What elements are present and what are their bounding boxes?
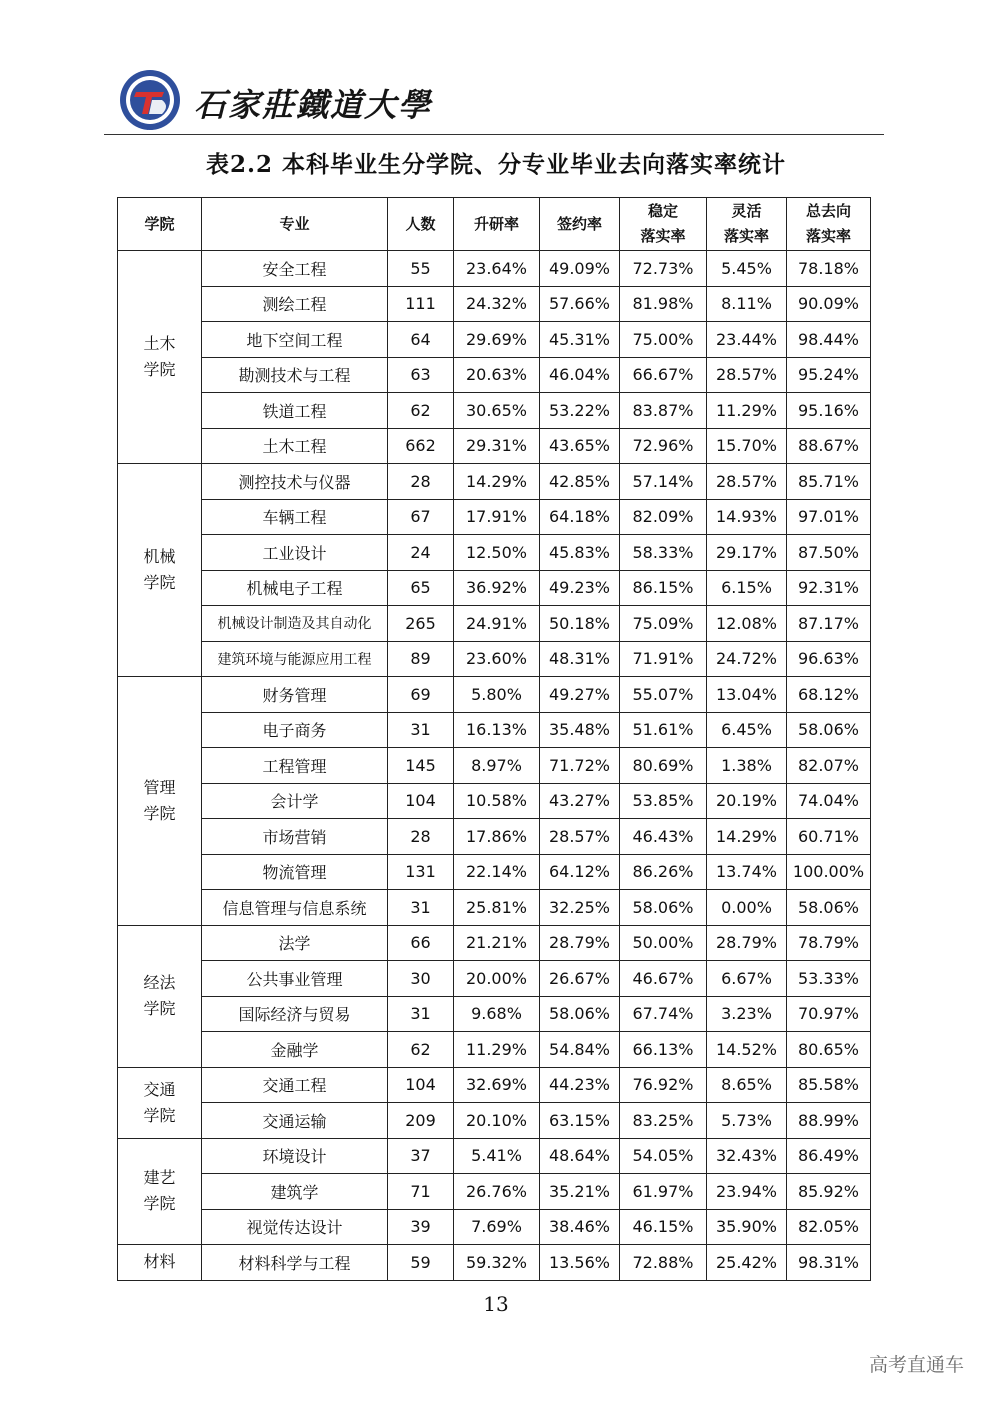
value-cell: 88.99%	[787, 1103, 871, 1139]
value-cell: 5.80%	[454, 677, 540, 713]
value-cell: 55	[388, 251, 454, 287]
university-logo-icon	[118, 68, 182, 132]
value-cell: 58.06%	[787, 890, 871, 926]
column-header: 人数	[388, 198, 454, 251]
value-cell: 1.38%	[707, 748, 787, 784]
value-cell: 8.65%	[707, 1067, 787, 1103]
value-cell: 75.09%	[620, 606, 707, 642]
major-cell: 市场营销	[202, 819, 388, 855]
value-cell: 145	[388, 748, 454, 784]
value-cell: 32.43%	[707, 1138, 787, 1174]
value-cell: 57.66%	[540, 286, 620, 322]
value-cell: 80.65%	[787, 1032, 871, 1068]
table-row	[118, 464, 871, 500]
value-cell: 58.06%	[620, 890, 707, 926]
value-cell: 83.25%	[620, 1103, 707, 1139]
value-cell: 89	[388, 641, 454, 677]
value-cell: 17.91%	[454, 499, 540, 535]
value-cell: 53.33%	[787, 961, 871, 997]
value-cell: 64	[388, 322, 454, 358]
value-cell: 43.65%	[540, 428, 620, 464]
value-cell: 51.61%	[620, 712, 707, 748]
major-cell: 财务管理	[202, 677, 388, 713]
value-cell: 53.22%	[540, 393, 620, 429]
value-cell: 71.72%	[540, 748, 620, 784]
value-cell: 32.69%	[454, 1067, 540, 1103]
value-cell: 71.91%	[620, 641, 707, 677]
value-cell: 46.43%	[620, 819, 707, 855]
table-row	[118, 748, 871, 784]
value-cell: 30	[388, 961, 454, 997]
value-cell: 10.58%	[454, 783, 540, 819]
value-cell: 46.67%	[620, 961, 707, 997]
value-cell: 68.12%	[787, 677, 871, 713]
value-cell: 24	[388, 535, 454, 571]
column-header: 签约率	[540, 198, 620, 251]
major-cell: 勘测技术与工程	[202, 357, 388, 393]
value-cell: 28.57%	[540, 819, 620, 855]
value-cell: 24.91%	[454, 606, 540, 642]
value-cell: 90.09%	[787, 286, 871, 322]
value-cell: 35.90%	[707, 1209, 787, 1245]
major-cell: 安全工程	[202, 251, 388, 287]
major-cell: 信息管理与信息系统	[202, 890, 388, 926]
value-cell: 81.98%	[620, 286, 707, 322]
value-cell: 87.50%	[787, 535, 871, 571]
table-row	[118, 393, 871, 429]
value-cell: 46.04%	[540, 357, 620, 393]
value-cell: 16.13%	[454, 712, 540, 748]
value-cell: 63	[388, 357, 454, 393]
value-cell: 14.52%	[707, 1032, 787, 1068]
table-row	[118, 677, 871, 713]
value-cell: 45.83%	[540, 535, 620, 571]
value-cell: 12.08%	[707, 606, 787, 642]
column-header: 升研率	[454, 198, 540, 251]
value-cell: 14.29%	[454, 464, 540, 500]
value-cell: 96.63%	[787, 641, 871, 677]
value-cell: 23.94%	[707, 1174, 787, 1210]
major-cell: 会计学	[202, 783, 388, 819]
table-title: 表2.2 本科毕业生分学院、分专业毕业去向落实率统计	[205, 151, 787, 178]
page-number: 13	[483, 1292, 509, 1316]
value-cell: 82.09%	[620, 499, 707, 535]
table-row	[118, 499, 871, 535]
value-cell: 92.31%	[787, 570, 871, 606]
value-cell: 54.84%	[540, 1032, 620, 1068]
major-cell: 机械设计制造及其自动化	[202, 606, 388, 642]
value-cell: 80.69%	[620, 748, 707, 784]
table-row	[118, 1032, 871, 1068]
value-cell: 31	[388, 996, 454, 1032]
value-cell: 26.76%	[454, 1174, 540, 1210]
column-header: 稳定 落实率	[620, 198, 707, 251]
major-cell: 建筑学	[202, 1174, 388, 1210]
value-cell: 62	[388, 1032, 454, 1068]
value-cell: 59.32%	[454, 1245, 540, 1281]
value-cell: 0.00%	[707, 890, 787, 926]
value-cell: 20.63%	[454, 357, 540, 393]
value-cell: 66.13%	[620, 1032, 707, 1068]
value-cell: 97.01%	[787, 499, 871, 535]
value-cell: 72.88%	[620, 1245, 707, 1281]
table-row	[118, 1245, 871, 1281]
value-cell: 95.16%	[787, 393, 871, 429]
value-cell: 28	[388, 819, 454, 855]
value-cell: 35.48%	[540, 712, 620, 748]
value-cell: 63.15%	[540, 1103, 620, 1139]
value-cell: 78.79%	[787, 925, 871, 961]
value-cell: 49.27%	[540, 677, 620, 713]
value-cell: 28.57%	[707, 464, 787, 500]
value-cell: 29.17%	[707, 535, 787, 571]
value-cell: 5.41%	[454, 1138, 540, 1174]
value-cell: 62	[388, 393, 454, 429]
college-cell: 经法 学院	[118, 925, 202, 1067]
major-cell: 建筑环境与能源应用工程	[202, 641, 388, 677]
value-cell: 111	[388, 286, 454, 322]
value-cell: 82.05%	[787, 1209, 871, 1245]
value-cell: 67.74%	[620, 996, 707, 1032]
value-cell: 14.29%	[707, 819, 787, 855]
major-cell: 物流管理	[202, 854, 388, 890]
value-cell: 48.64%	[540, 1138, 620, 1174]
table-row	[118, 286, 871, 322]
major-cell: 公共事业管理	[202, 961, 388, 997]
value-cell: 58.06%	[540, 996, 620, 1032]
value-cell: 74.04%	[787, 783, 871, 819]
table-row	[118, 890, 871, 926]
value-cell: 14.93%	[707, 499, 787, 535]
value-cell: 71	[388, 1174, 454, 1210]
value-cell: 31	[388, 890, 454, 926]
table-row	[118, 428, 871, 464]
value-cell: 13.74%	[707, 854, 787, 890]
major-cell: 土木工程	[202, 428, 388, 464]
column-header: 总去向 落实率	[787, 198, 871, 251]
major-cell: 测控技术与仪器	[202, 464, 388, 500]
value-cell: 64.12%	[540, 854, 620, 890]
value-cell: 61.97%	[620, 1174, 707, 1210]
value-cell: 95.24%	[787, 357, 871, 393]
value-cell: 53.85%	[620, 783, 707, 819]
table-row	[118, 925, 871, 961]
logo-text: TD	[145, 125, 155, 132]
value-cell: 12.50%	[454, 535, 540, 571]
table-row	[118, 535, 871, 571]
value-cell: 25.42%	[707, 1245, 787, 1281]
value-cell: 265	[388, 606, 454, 642]
college-cell: 土木 学院	[118, 251, 202, 464]
value-cell: 60.71%	[787, 819, 871, 855]
value-cell: 31	[388, 712, 454, 748]
value-cell: 24.72%	[707, 641, 787, 677]
major-cell: 地下空间工程	[202, 322, 388, 358]
value-cell: 67	[388, 499, 454, 535]
table-row	[118, 1067, 871, 1103]
value-cell: 76.92%	[620, 1067, 707, 1103]
table-row	[118, 606, 871, 642]
value-cell: 20.10%	[454, 1103, 540, 1139]
value-cell: 6.45%	[707, 712, 787, 748]
value-cell: 50.18%	[540, 606, 620, 642]
table-body	[118, 251, 871, 1281]
value-cell: 32.25%	[540, 890, 620, 926]
value-cell: 87.17%	[787, 606, 871, 642]
value-cell: 85.71%	[787, 464, 871, 500]
major-cell: 工程管理	[202, 748, 388, 784]
value-cell: 43.27%	[540, 783, 620, 819]
value-cell: 66	[388, 925, 454, 961]
value-cell: 82.07%	[787, 748, 871, 784]
major-cell: 环境设计	[202, 1138, 388, 1174]
value-cell: 104	[388, 1067, 454, 1103]
value-cell: 38.46%	[540, 1209, 620, 1245]
value-cell: 6.15%	[707, 570, 787, 606]
value-cell: 11.29%	[454, 1032, 540, 1068]
value-cell: 29.69%	[454, 322, 540, 358]
value-cell: 24.32%	[454, 286, 540, 322]
value-cell: 17.86%	[454, 819, 540, 855]
school-name: 石家莊鐵道大學	[194, 86, 433, 124]
value-cell: 26.67%	[540, 961, 620, 997]
value-cell: 35.21%	[540, 1174, 620, 1210]
value-cell: 23.64%	[454, 251, 540, 287]
college-cell: 材料	[118, 1245, 202, 1281]
value-cell: 64.18%	[540, 499, 620, 535]
value-cell: 58.33%	[620, 535, 707, 571]
table-row	[118, 322, 871, 358]
value-cell: 75.00%	[620, 322, 707, 358]
table-row	[118, 712, 871, 748]
major-cell: 交通运输	[202, 1103, 388, 1139]
major-cell: 材料科学与工程	[202, 1245, 388, 1281]
value-cell: 7.69%	[454, 1209, 540, 1245]
value-cell: 37	[388, 1138, 454, 1174]
table-header-row	[118, 198, 871, 251]
value-cell: 44.23%	[540, 1067, 620, 1103]
value-cell: 36.92%	[454, 570, 540, 606]
watermark: 高考直通车	[868, 1354, 964, 1376]
value-cell: 65	[388, 570, 454, 606]
value-cell: 85.58%	[787, 1067, 871, 1103]
value-cell: 39	[388, 1209, 454, 1245]
value-cell: 83.87%	[620, 393, 707, 429]
value-cell: 54.05%	[620, 1138, 707, 1174]
value-cell: 66.67%	[620, 357, 707, 393]
value-cell: 70.97%	[787, 996, 871, 1032]
table-row	[118, 1138, 871, 1174]
value-cell: 85.92%	[787, 1174, 871, 1210]
value-cell: 662	[388, 428, 454, 464]
value-cell: 6.67%	[707, 961, 787, 997]
value-cell: 50.00%	[620, 925, 707, 961]
table-row	[118, 961, 871, 997]
major-cell: 视觉传达设计	[202, 1209, 388, 1245]
column-header: 灵活 落实率	[707, 198, 787, 251]
college-cell: 机械 学院	[118, 464, 202, 677]
value-cell: 8.97%	[454, 748, 540, 784]
value-cell: 3.23%	[707, 996, 787, 1032]
value-cell: 59	[388, 1245, 454, 1281]
page-header	[104, 66, 884, 135]
table-row	[118, 1174, 871, 1210]
college-cell: 建艺 学院	[118, 1138, 202, 1245]
value-cell: 20.19%	[707, 783, 787, 819]
major-cell: 电子商务	[202, 712, 388, 748]
column-header: 专业	[202, 198, 388, 251]
value-cell: 72.73%	[620, 251, 707, 287]
table-row	[118, 996, 871, 1032]
value-cell: 28.79%	[707, 925, 787, 961]
value-cell: 49.23%	[540, 570, 620, 606]
value-cell: 98.44%	[787, 322, 871, 358]
value-cell: 69	[388, 677, 454, 713]
value-cell: 11.29%	[707, 393, 787, 429]
value-cell: 13.56%	[540, 1245, 620, 1281]
value-cell: 58.06%	[787, 712, 871, 748]
value-cell: 9.68%	[454, 996, 540, 1032]
value-cell: 20.00%	[454, 961, 540, 997]
value-cell: 30.65%	[454, 393, 540, 429]
value-cell: 49.09%	[540, 251, 620, 287]
table-row	[118, 1103, 871, 1139]
major-cell: 机械电子工程	[202, 570, 388, 606]
value-cell: 15.70%	[707, 428, 787, 464]
value-cell: 45.31%	[540, 322, 620, 358]
table-row	[118, 570, 871, 606]
value-cell: 42.85%	[540, 464, 620, 500]
value-cell: 86.15%	[620, 570, 707, 606]
value-cell: 5.45%	[707, 251, 787, 287]
value-cell: 28.57%	[707, 357, 787, 393]
value-cell: 29.31%	[454, 428, 540, 464]
value-cell: 23.44%	[707, 322, 787, 358]
table-row	[118, 251, 871, 287]
value-cell: 8.11%	[707, 286, 787, 322]
major-cell: 交通工程	[202, 1067, 388, 1103]
major-cell: 测绘工程	[202, 286, 388, 322]
value-cell: 86.26%	[620, 854, 707, 890]
value-cell: 209	[388, 1103, 454, 1139]
value-cell: 57.14%	[620, 464, 707, 500]
value-cell: 21.21%	[454, 925, 540, 961]
value-cell: 25.81%	[454, 890, 540, 926]
table-row	[118, 854, 871, 890]
employment-rate-table	[117, 197, 871, 1281]
value-cell: 28	[388, 464, 454, 500]
major-cell: 工业设计	[202, 535, 388, 571]
value-cell: 46.15%	[620, 1209, 707, 1245]
table-row	[118, 819, 871, 855]
value-cell: 78.18%	[787, 251, 871, 287]
value-cell: 100.00%	[787, 854, 871, 890]
value-cell: 88.67%	[787, 428, 871, 464]
value-cell: 22.14%	[454, 854, 540, 890]
major-cell: 车辆工程	[202, 499, 388, 535]
college-cell: 管理 学院	[118, 677, 202, 926]
table-row	[118, 783, 871, 819]
major-cell: 国际经济与贸易	[202, 996, 388, 1032]
value-cell: 98.31%	[787, 1245, 871, 1281]
value-cell: 23.60%	[454, 641, 540, 677]
value-cell: 13.04%	[707, 677, 787, 713]
value-cell: 28.79%	[540, 925, 620, 961]
value-cell: 86.49%	[787, 1138, 871, 1174]
value-cell: 48.31%	[540, 641, 620, 677]
major-cell: 金融学	[202, 1032, 388, 1068]
value-cell: 72.96%	[620, 428, 707, 464]
column-header: 学院	[118, 198, 202, 251]
table-row	[118, 641, 871, 677]
value-cell: 55.07%	[620, 677, 707, 713]
value-cell: 104	[388, 783, 454, 819]
college-cell: 交通 学院	[118, 1067, 202, 1138]
major-cell: 铁道工程	[202, 393, 388, 429]
value-cell: 5.73%	[707, 1103, 787, 1139]
table-row	[118, 357, 871, 393]
value-cell: 131	[388, 854, 454, 890]
table-row	[118, 1209, 871, 1245]
major-cell: 法学	[202, 925, 388, 961]
